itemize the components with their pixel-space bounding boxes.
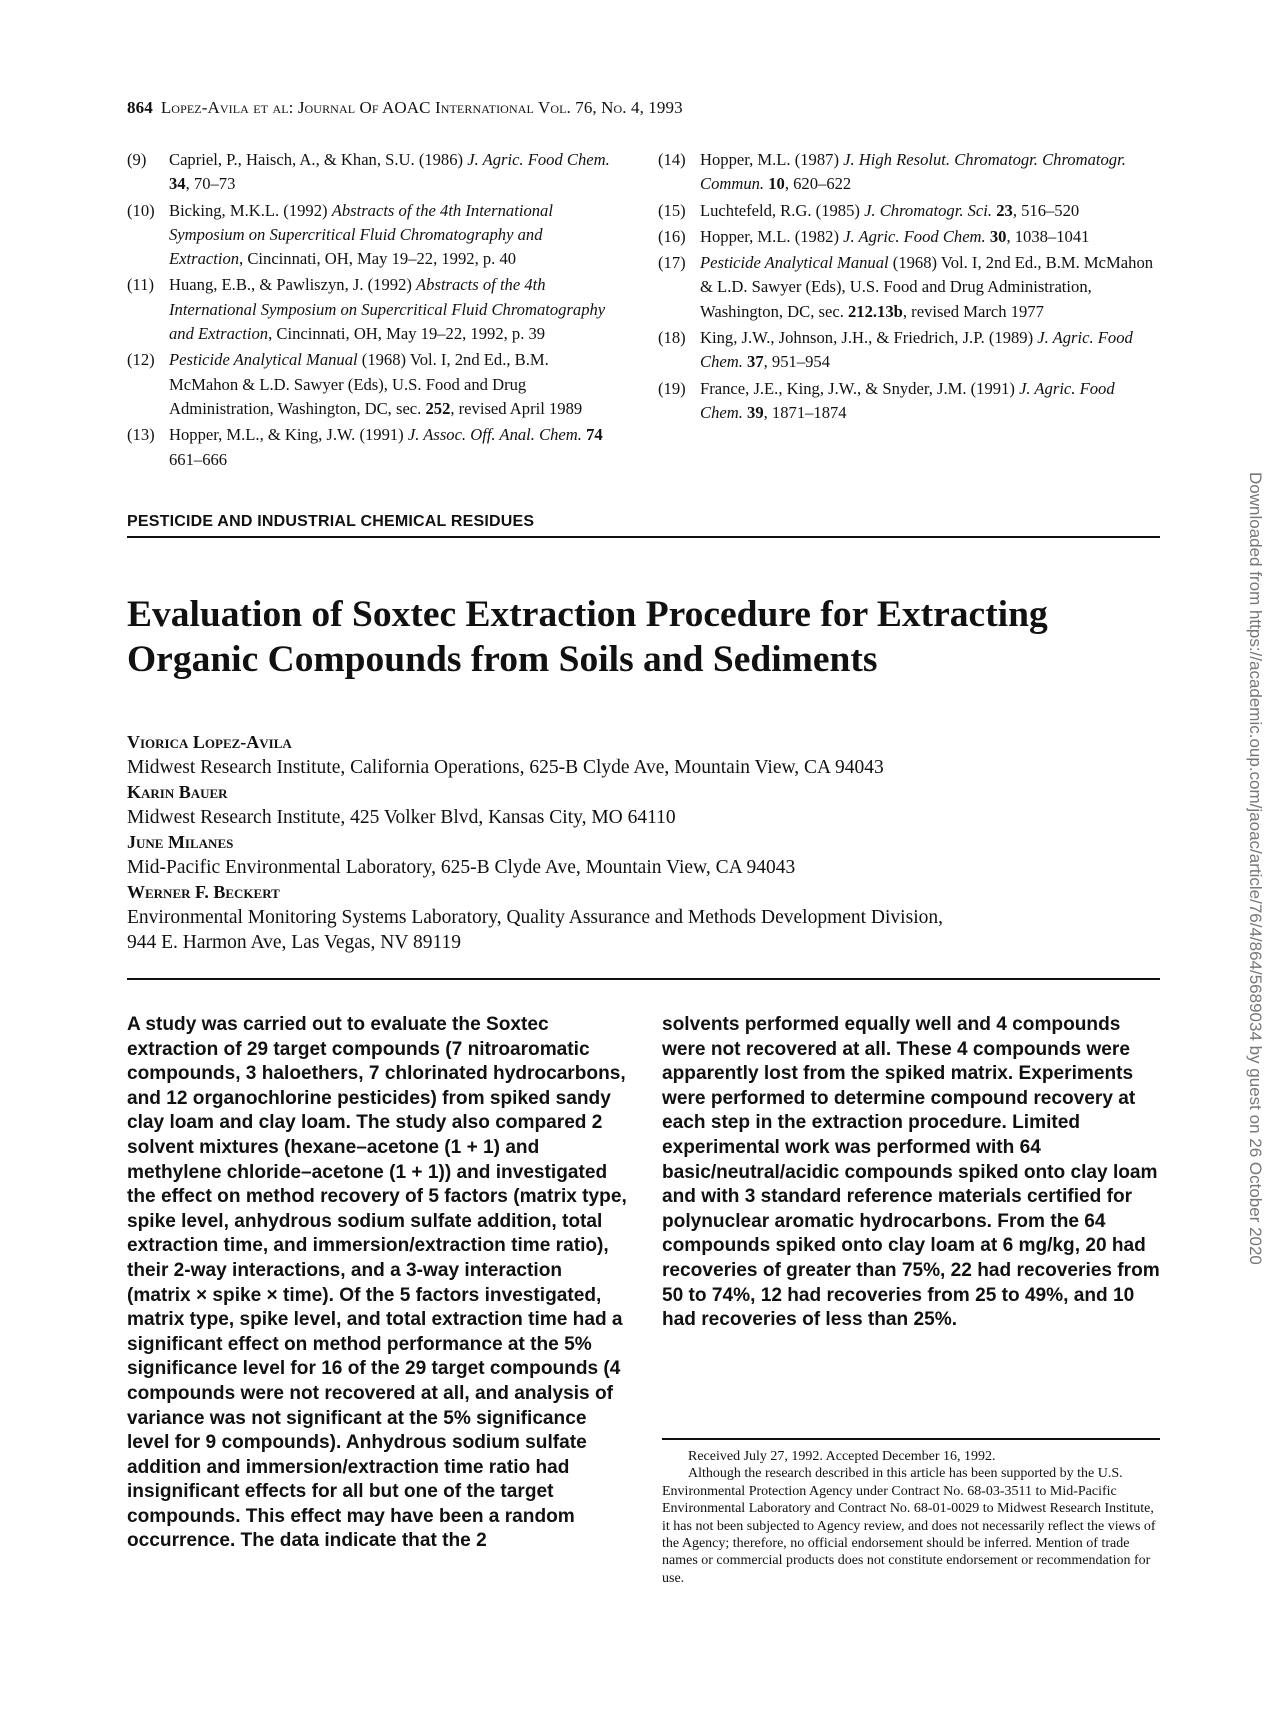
reference-number: (14): [658, 150, 686, 169]
footnote-received: Received July 27, 1992. Accepted December 16, 1992.: [688, 1449, 996, 1464]
section-divider: [127, 536, 1160, 538]
reference-item: [658, 148, 1158, 197]
reference-item: [127, 423, 617, 472]
reference-number: (13): [127, 425, 155, 445]
reference-number: (9): [127, 150, 147, 169]
author-name: Karin Bauer: [127, 782, 228, 802]
abstract-left: A study was carried out to evaluate the Soxtec extraction of 29 target compounds (7 nitroaromatic compounds, 3 haloethers, 7 chlorinated hydrocarbons, and 12 organochlorine pesticides) from spiked sandy clay loam and clay loam. The study also compared 2 solvent mixtures (hexane–acetone (1 + 1) and methylene chloride–acetone (1 + 1)) and investigated the effect on method recovery of 5 factors (matrix type, spike level, anhydrous sodium sulfate addition, total extraction time, and immersion/extraction time ratio), their 2-way interactions, and a 3-way interaction (matrix × spike × time). Of the 5 factors investigated, matrix type, spike level, and total extraction time had a significant effect on method performance at the 5% significance level for 16 of the 29 target compounds (4 compounds were not recovered at all, and analysis of variance was not significant at the 5% significance level for 9 compounds). Anhydrous sodium sulfate addition and immersion/extraction time ratio had insignificant effects for all but one of the target compounds. This effect may have been a random occurrence. The data indicate that the 2: [127, 1014, 627, 1552]
reference-number: (17): [658, 253, 686, 273]
references-left: [127, 148, 617, 474]
article-title: [127, 592, 1127, 682]
reference-number: (10): [127, 200, 155, 220]
author-name: Viorica Lopez-Avila: [127, 732, 292, 752]
reference-number: (16): [658, 226, 686, 246]
reference-item: [127, 199, 617, 272]
reference-text: Hopper, M.L. (1987) J. High Resolut. Chromatogr. Chromatogr. Commun. 10, 620–622: [700, 150, 1126, 194]
reference-item: [658, 251, 1158, 324]
title-line-1: Evaluation of Soxtec Extraction Procedure for Extracting: [127, 594, 1048, 635]
reference-number: (18): [658, 328, 686, 348]
reference-text: Capriel, P., Haisch, A., & Khan, S.U. (1986) J. Agric. Food Chem. 34, 70–73: [169, 150, 610, 194]
author-name: June Milanes: [127, 832, 234, 852]
footnote-divider: [662, 1438, 1160, 1440]
reference-number: (15): [658, 200, 686, 220]
author-block: [127, 730, 1157, 955]
reference-text: Luchtefeld, R.G. (1985) J. Chromatogr. Sci. 23, 516–520: [700, 200, 1080, 220]
reference-text: France, J.E., King, J.W., & Snyder, J.M. (1991) J. Agric. Food Chem. 39, 1871–1874: [700, 378, 1115, 422]
running-head-text: Lopez-Avila et al: Journal Of AOAC International Vol. 76, No. 4, 1993: [160, 98, 683, 117]
reference-number: (19): [658, 378, 686, 398]
reference-item: [658, 225, 1158, 249]
reference-item: [658, 199, 1158, 223]
author-affiliation-line-2: 944 E. Harmon Ave, Las Vegas, NV 89119: [127, 932, 461, 953]
reference-text: Bicking, M.K.L. (1992) Abstracts of the 4th International Symposium on Supercritical Fluid Chromatography and Extraction, Cincinnati, OH, May 19–22, 1992, p. 40: [169, 200, 553, 269]
reference-number: (12): [127, 350, 155, 370]
download-watermark: [1247, 472, 1265, 1272]
author-affiliation: Midwest Research Institute, 425 Volker Blvd, Kansas City, MO 64110: [127, 807, 676, 828]
running-header: [127, 98, 683, 118]
reference-item: [127, 148, 617, 197]
footnote-disclaimer: Although the research described in this article has been supported by the U.S. Environmental Protection Agency under Contract No. 68-03-3511 to Mid-Pacific Environmental Laboratory and Contract No. 68-01-0029 to Midwest Research Institute, it has not been subjected to Agency review, and does not necessarily reflect the views of the Agency; therefore, no official endorsement should be inferred. Mention of trade names or commercial products does not constitute endorsement or recommendation for use.: [662, 1466, 1156, 1586]
reference-text: Pesticide Analytical Manual (1968) Vol. I, 2nd Ed., B.M. McMahon & L.D. Sawyer (Eds), U.S. Food and Drug Administration, Washington, DC, sec. 212.13b, revised March 1977: [700, 253, 1154, 321]
author-name: Werner F. Beckert: [127, 882, 280, 902]
reference-item: [127, 348, 617, 421]
reference-number: (11): [127, 275, 155, 295]
footnote: [662, 1448, 1160, 1587]
author-affiliation: Midwest Research Institute, California Operations, 625-B Clyde Ave, Mountain View, CA 94043: [127, 757, 884, 778]
reference-item: [658, 326, 1158, 375]
reference-item: [127, 273, 617, 346]
reference-text: Hopper, M.L. (1982) J. Agric. Food Chem. 30, 1038–1041: [700, 226, 1090, 246]
references-right: [658, 148, 1158, 427]
section-label: PESTICIDE AND INDUSTRIAL CHEMICAL RESIDUES: [127, 513, 535, 530]
author-divider: [127, 978, 1160, 980]
reference-item: [658, 377, 1158, 426]
download-note-text: Downloaded from https://academic.oup.com/jaoac/article/76/4/864/5689034 by guest on 26 October 2020: [1246, 472, 1265, 1265]
author-affiliation: Mid-Pacific Environmental Laboratory, 625-B Clyde Ave, Mountain View, CA 94043: [127, 857, 796, 878]
author-affiliation: Environmental Monitoring Systems Laboratory, Quality Assurance and Methods Development Division,: [127, 907, 943, 928]
title-line-2: Organic Compounds from Soils and Sediments: [127, 639, 878, 680]
reference-text: Huang, E.B., & Pawliszyn, J. (1992) Abstracts of the 4th International Symposium on Supercritical Fluid Chromatography and Extraction, Cincinnati, OH, May 19–22, 1992, p. 39: [169, 275, 606, 344]
abstract-right: solvents performed equally well and 4 compounds were not recovered at all. These 4 compounds were apparently lost from the spiked matrix. Experiments were performed to determine compound recovery at each step in the extraction procedure. Limited experimental work was performed with 64 basic/neutral/acidic compounds spiked onto clay loam and with 3 standard reference materials certified for polynuclear aromatic hydrocarbons. From the 64 compounds spiked onto clay loam at 6 mg/kg, 20 had recoveries of greater than 75%, 22 had recoveries from 50 to 74%, 12 had recoveries from 25 to 49%, and 10 had recoveries of less than 25%.: [662, 1014, 1160, 1331]
reference-text: Pesticide Analytical Manual (1968) Vol. I, 2nd Ed., B.M. McMahon & L.D. Sawyer (Eds), U.S. Food and Drug Administration, Washington, DC, sec. 252, revised April 1989: [169, 350, 583, 418]
reference-text: Hopper, M.L., & King, J.W. (1991) J. Assoc. Off. Anal. Chem. 74 661–666: [169, 425, 603, 469]
page-number: 864: [127, 98, 153, 117]
reference-text: King, J.W., Johnson, J.H., & Friedrich, J.P. (1989) J. Agric. Food Chem. 37, 951–954: [700, 328, 1133, 372]
